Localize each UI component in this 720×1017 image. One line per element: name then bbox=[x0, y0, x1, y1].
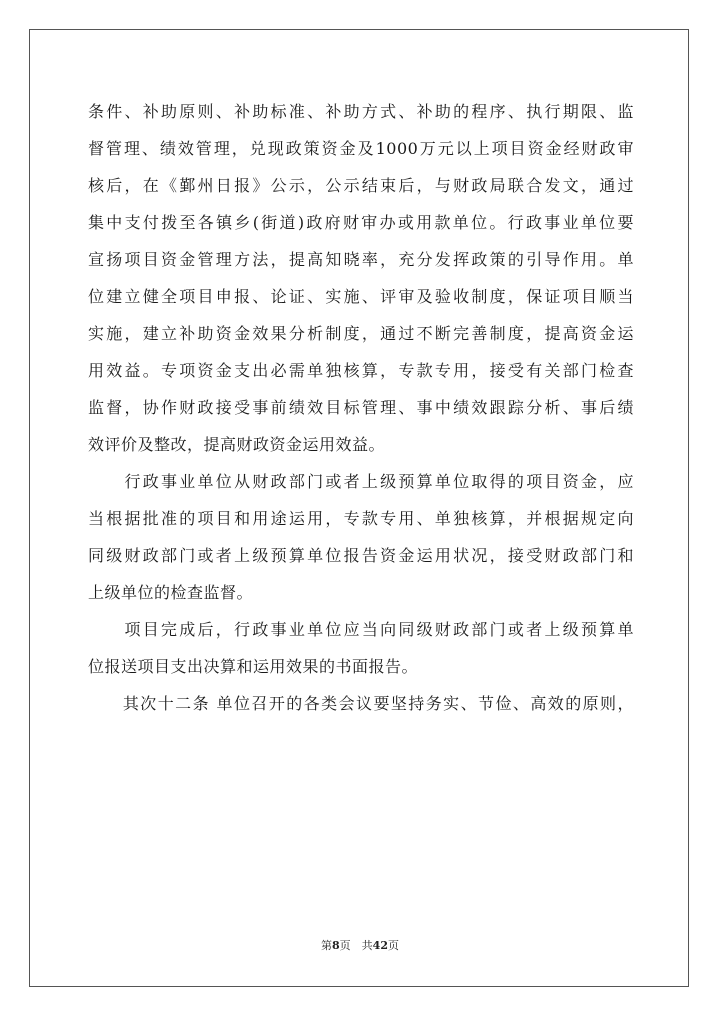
footer-total-pages: 42 bbox=[372, 939, 388, 952]
text-line: 宣扬项目资金管理方法，提高知晓率，充分发挥政策的引导作用。单 bbox=[88, 250, 634, 269]
text-line: 核后，在《鄞州日报》公示，公示结束后，与财政局联合发文，通过 bbox=[88, 176, 634, 195]
text-line: 上级单位的检查监督。 bbox=[88, 583, 254, 602]
page-footer bbox=[0, 937, 720, 953]
footer-prefix: 第 bbox=[321, 939, 333, 952]
text-line: 当根据批准的项目和用途运用，专款专用、单独核算，并根据规定向 bbox=[88, 509, 634, 528]
text-line: 用效益。专项资金支出必需单独核算，专款专用，接受有关部门检查 bbox=[88, 361, 634, 380]
text-line: 条件、补助原则、补助标准、补助方式、补助的程序、执行期限、监 bbox=[88, 102, 634, 121]
document-body bbox=[88, 93, 634, 722]
text-line: 位建立健全项目申报、论证、实施、评审及验收制度，保证项目顺当 bbox=[88, 287, 634, 306]
footer-suffix: 页 bbox=[387, 939, 399, 952]
footer-page-number: 8 bbox=[332, 939, 340, 952]
text-line: 其次十二条 单位召开的各类会议要坚持务实、节俭、高效的原则， bbox=[88, 694, 634, 713]
text-line: 效评价及整改，提高财政资金运用效益。 bbox=[88, 435, 386, 454]
text-line: 同级财政部门或者上级预算单位报告资金运用状况，接受财政部门和 bbox=[88, 546, 634, 565]
text-line: 集中支付拨至各镇乡(街道)政府财审办或用款单位。行政事业单位要 bbox=[88, 213, 634, 232]
text-line: 行政事业单位从财政部门或者上级预算单位取得的项目资金，应 bbox=[88, 472, 634, 491]
text-line: 督管理、绩效管理，兑现政策资金及1000万元以上项目资金经财政审 bbox=[88, 139, 634, 158]
footer-mid: 页 共 bbox=[339, 939, 373, 952]
text-line: 项目完成后，行政事业单位应当向同级财政部门或者上级预算单 bbox=[88, 620, 634, 639]
text-line: 位报送项目支出决算和运用效果的书面报告。 bbox=[88, 657, 419, 676]
text-line: 监督，协作财政接受事前绩效目标管理、事中绩效跟踪分析、事后绩 bbox=[88, 398, 634, 417]
text-line: 实施，建立补助资金效果分析制度，通过不断完善制度，提高资金运 bbox=[88, 324, 634, 343]
